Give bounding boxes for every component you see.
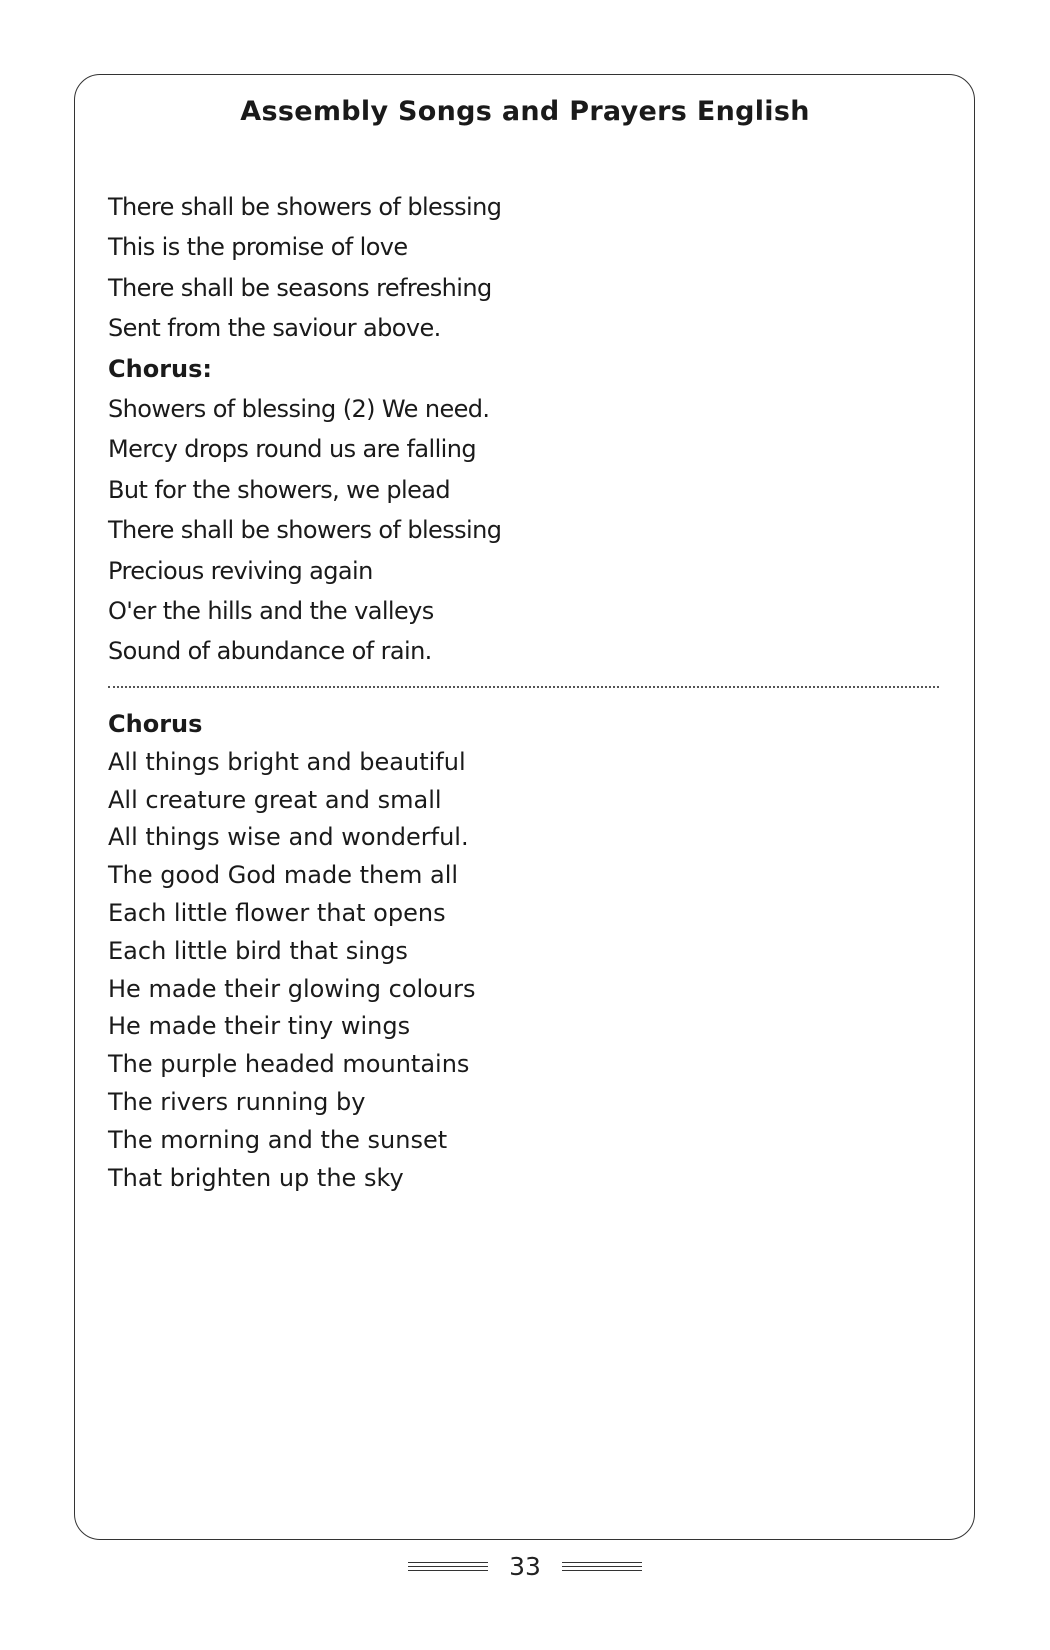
lyric-line: All creature great and small [108,785,442,814]
chorus-heading: Chorus [108,710,203,738]
page-title: Assembly Songs and Prayers English [240,96,810,127]
lyric-line: The purple headed mountains [108,1050,470,1079]
page-footer [0,1548,1050,1584]
lyric-line: This is the promise of love [108,233,408,262]
lyric-line: Mercy drops round us are falling [108,435,476,464]
footer-left-rule [408,1561,488,1571]
lyric-line: There shall be showers of blessing [108,193,502,221]
dotted-divider [108,686,939,688]
lyric-line: He made their glowing colours [108,974,476,1003]
lyric-line: There shall be showers of blessing [108,516,502,545]
lyric-line: All things bright and beautiful [108,747,466,776]
song-showers-of-blessing [108,187,908,672]
lyric-line: All things wise and wonderful. [108,823,469,852]
lyric-line: But for the showers, we plead [108,475,451,504]
song-all-things-bright [108,706,908,1197]
lyric-line: There shall be seasons refreshing [108,273,492,302]
lyric-line: The rivers running by [108,1087,366,1116]
lyric-line: O'er the hills and the valleys [108,596,434,625]
lyric-line: He made their tiny wings [108,1012,411,1041]
lyric-line: Sent from the saviour above. [108,314,441,343]
lyric-line: Each little bird that sings [108,936,408,965]
lyric-line: Precious reviving again [108,556,373,585]
lyric-line: That brighten up the sky [108,1163,404,1192]
footer-right-rule [562,1561,642,1571]
lyric-line: Each little flower that opens [108,898,446,927]
page-number: 33 [509,1551,541,1581]
lyric-line: Showers of blessing (2) We need. [108,394,490,423]
lyric-line: The good God made them all [108,861,459,890]
chorus-label: Chorus: [108,354,212,383]
lyric-line: Sound of abundance of rain. [108,637,432,666]
lyric-line: The morning and the sunset [108,1125,448,1154]
